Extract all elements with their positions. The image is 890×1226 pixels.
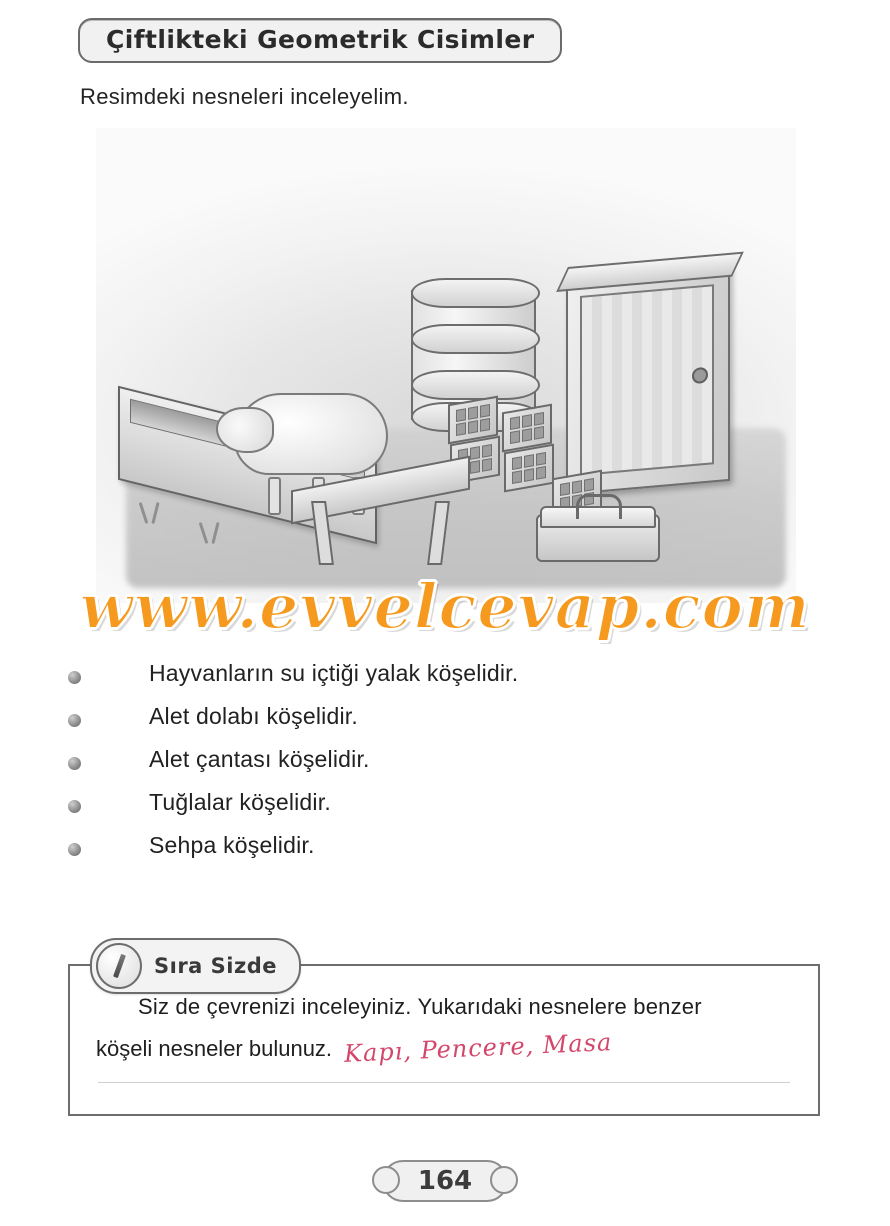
bullet-dot-icon bbox=[68, 714, 81, 727]
list-item-label: Tuğlalar köşelidir. bbox=[149, 789, 331, 815]
bricks-illustration bbox=[448, 400, 598, 510]
barrel-rim-top bbox=[411, 278, 540, 308]
barrel-band-upper bbox=[411, 324, 540, 354]
intro-text: Resimdeki nesneleri inceleyelim. bbox=[80, 84, 409, 109]
brick-holes bbox=[512, 452, 546, 484]
bullet-dot-icon bbox=[68, 800, 81, 813]
sheep-head bbox=[216, 407, 274, 453]
sheep-leg bbox=[268, 477, 281, 515]
barrel-band-lower bbox=[411, 370, 540, 400]
grass-tuft bbox=[192, 520, 232, 544]
list-item bbox=[68, 789, 828, 816]
brick-holes bbox=[456, 404, 490, 436]
student-answer[interactable]: Kapı, Pencere, Masa bbox=[343, 1028, 613, 1068]
brick bbox=[504, 444, 554, 493]
pencil-icon-body bbox=[113, 954, 126, 978]
activity-answer-row bbox=[96, 1028, 820, 1068]
bullet-dot-icon bbox=[68, 757, 81, 770]
list-item bbox=[68, 832, 828, 859]
stool-illustration bbox=[291, 473, 466, 578]
pencil-icon bbox=[96, 943, 142, 989]
list-item-label: Alet çantası köşelidir. bbox=[149, 746, 370, 772]
toolbox-handle bbox=[576, 494, 622, 519]
activity-badge bbox=[90, 938, 301, 994]
list-item-label: Alet dolabı köşelidir. bbox=[149, 703, 358, 729]
bullet-dot-icon bbox=[68, 843, 81, 856]
toolbox-illustration bbox=[536, 498, 656, 560]
title-banner bbox=[78, 18, 562, 63]
activity-text-line-1: Siz de çevrenizi inceleyiniz. Yukarıdaki nesnelere benzer bbox=[138, 994, 702, 1019]
list-item bbox=[68, 746, 828, 773]
activity-label: Sıra Sizde bbox=[154, 954, 277, 978]
page-title bbox=[78, 18, 562, 63]
stool-leg bbox=[427, 501, 450, 565]
list-item bbox=[68, 703, 828, 730]
activity-content bbox=[68, 994, 820, 1068]
list-item-label: Sehpa köşelidir. bbox=[149, 832, 315, 858]
title-text: Çiftlikteki Geometrik Cisimler bbox=[106, 25, 535, 54]
farm-illustration bbox=[96, 128, 796, 603]
list-item-label: Hayvanların su içtiği yalak köşelidir. bbox=[149, 660, 519, 686]
list-item bbox=[68, 660, 828, 687]
page-number: 164 bbox=[417, 1166, 473, 1196]
grass-tuft bbox=[132, 500, 172, 524]
bullet-dot-icon bbox=[68, 671, 81, 684]
page-number-badge bbox=[382, 1160, 508, 1202]
page-footer bbox=[0, 1160, 890, 1202]
brick-holes bbox=[510, 412, 544, 444]
observation-list bbox=[68, 660, 828, 875]
writing-line bbox=[98, 1082, 790, 1083]
site-watermark: www.evvelcevap.com bbox=[79, 570, 811, 643]
activity-text-line-2: köşeli nesneler bulunuz. bbox=[96, 1036, 333, 1061]
